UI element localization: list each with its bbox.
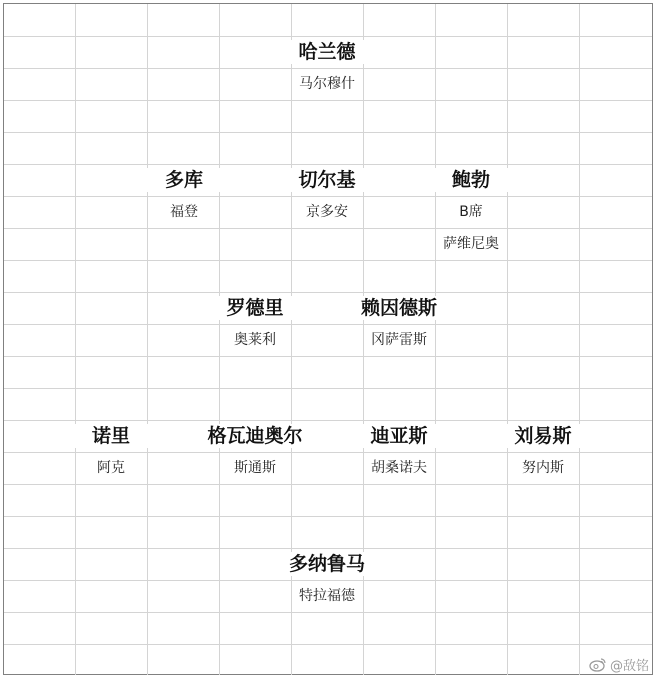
grid-row-line xyxy=(4,516,652,517)
grid-row-line xyxy=(4,324,652,325)
backup-name-cell[interactable]: 冈萨雷斯 xyxy=(371,332,427,348)
grid-column-line xyxy=(147,4,148,675)
grid-column-line xyxy=(75,4,76,675)
player-name-cell[interactable]: 赖因德斯 xyxy=(324,296,474,320)
grid-column-line xyxy=(579,4,580,675)
backup-name-cell[interactable]: 斯通斯 xyxy=(234,460,276,476)
backup-name-cell[interactable]: 阿克 xyxy=(97,460,125,476)
grid-row-line xyxy=(4,100,652,101)
backup-name-cell[interactable]: 努内斯 xyxy=(522,460,564,476)
backup-name-cell[interactable]: 福登 xyxy=(170,204,198,220)
player-name-cell[interactable]: 格瓦迪奥尔 xyxy=(180,424,330,448)
backup-name-cell[interactable]: 京多安 xyxy=(306,204,348,220)
backup-name-cell[interactable]: 马尔穆什 xyxy=(299,76,355,92)
backup-name-cell[interactable]: 胡桑诺夫 xyxy=(371,460,427,476)
grid-row-line xyxy=(4,164,652,165)
weibo-icon xyxy=(589,657,607,672)
backup-name-cell[interactable]: 奥莱利 xyxy=(234,332,276,348)
grid-row-line xyxy=(4,452,652,453)
grid-row-line xyxy=(4,612,652,613)
player-name-cell[interactable]: 多纳鲁马 xyxy=(252,552,402,576)
player-name-cell[interactable]: 哈兰德 xyxy=(252,40,402,64)
watermark xyxy=(589,655,649,674)
player-name-cell[interactable]: 罗德里 xyxy=(180,296,330,320)
grid-row-line xyxy=(4,356,652,357)
grid-row-line xyxy=(4,388,652,389)
player-name-cell[interactable]: 多库 xyxy=(109,168,259,192)
grid-row-line xyxy=(4,36,652,37)
grid-row-line xyxy=(4,228,652,229)
grid-row-line xyxy=(4,68,652,69)
grid-row-line xyxy=(4,484,652,485)
player-name-cell[interactable]: 迪亚斯 xyxy=(324,424,474,448)
player-name-cell[interactable]: 刘易斯 xyxy=(468,424,618,448)
grid-row-line xyxy=(4,580,652,581)
grid-row-line xyxy=(4,132,652,133)
backup-name-cell[interactable]: 特拉福德 xyxy=(299,588,355,604)
grid-row-line xyxy=(4,292,652,293)
backup-name-cell[interactable]: B席 xyxy=(459,204,483,220)
grid-row-line xyxy=(4,260,652,261)
watermark-text: @敌铭 xyxy=(609,659,649,674)
backup-name-cell[interactable]: 萨维尼奥 xyxy=(443,236,499,252)
grid-row-line xyxy=(4,196,652,197)
player-name-cell[interactable]: 切尔基 xyxy=(252,168,402,192)
grid-row-line xyxy=(4,644,652,645)
grid-row-line xyxy=(4,420,652,421)
grid-column-line xyxy=(507,4,508,675)
player-name-cell[interactable]: 诺里 xyxy=(36,424,186,448)
player-name-cell[interactable]: 鲍勃 xyxy=(396,168,546,192)
grid-row-line xyxy=(4,548,652,549)
